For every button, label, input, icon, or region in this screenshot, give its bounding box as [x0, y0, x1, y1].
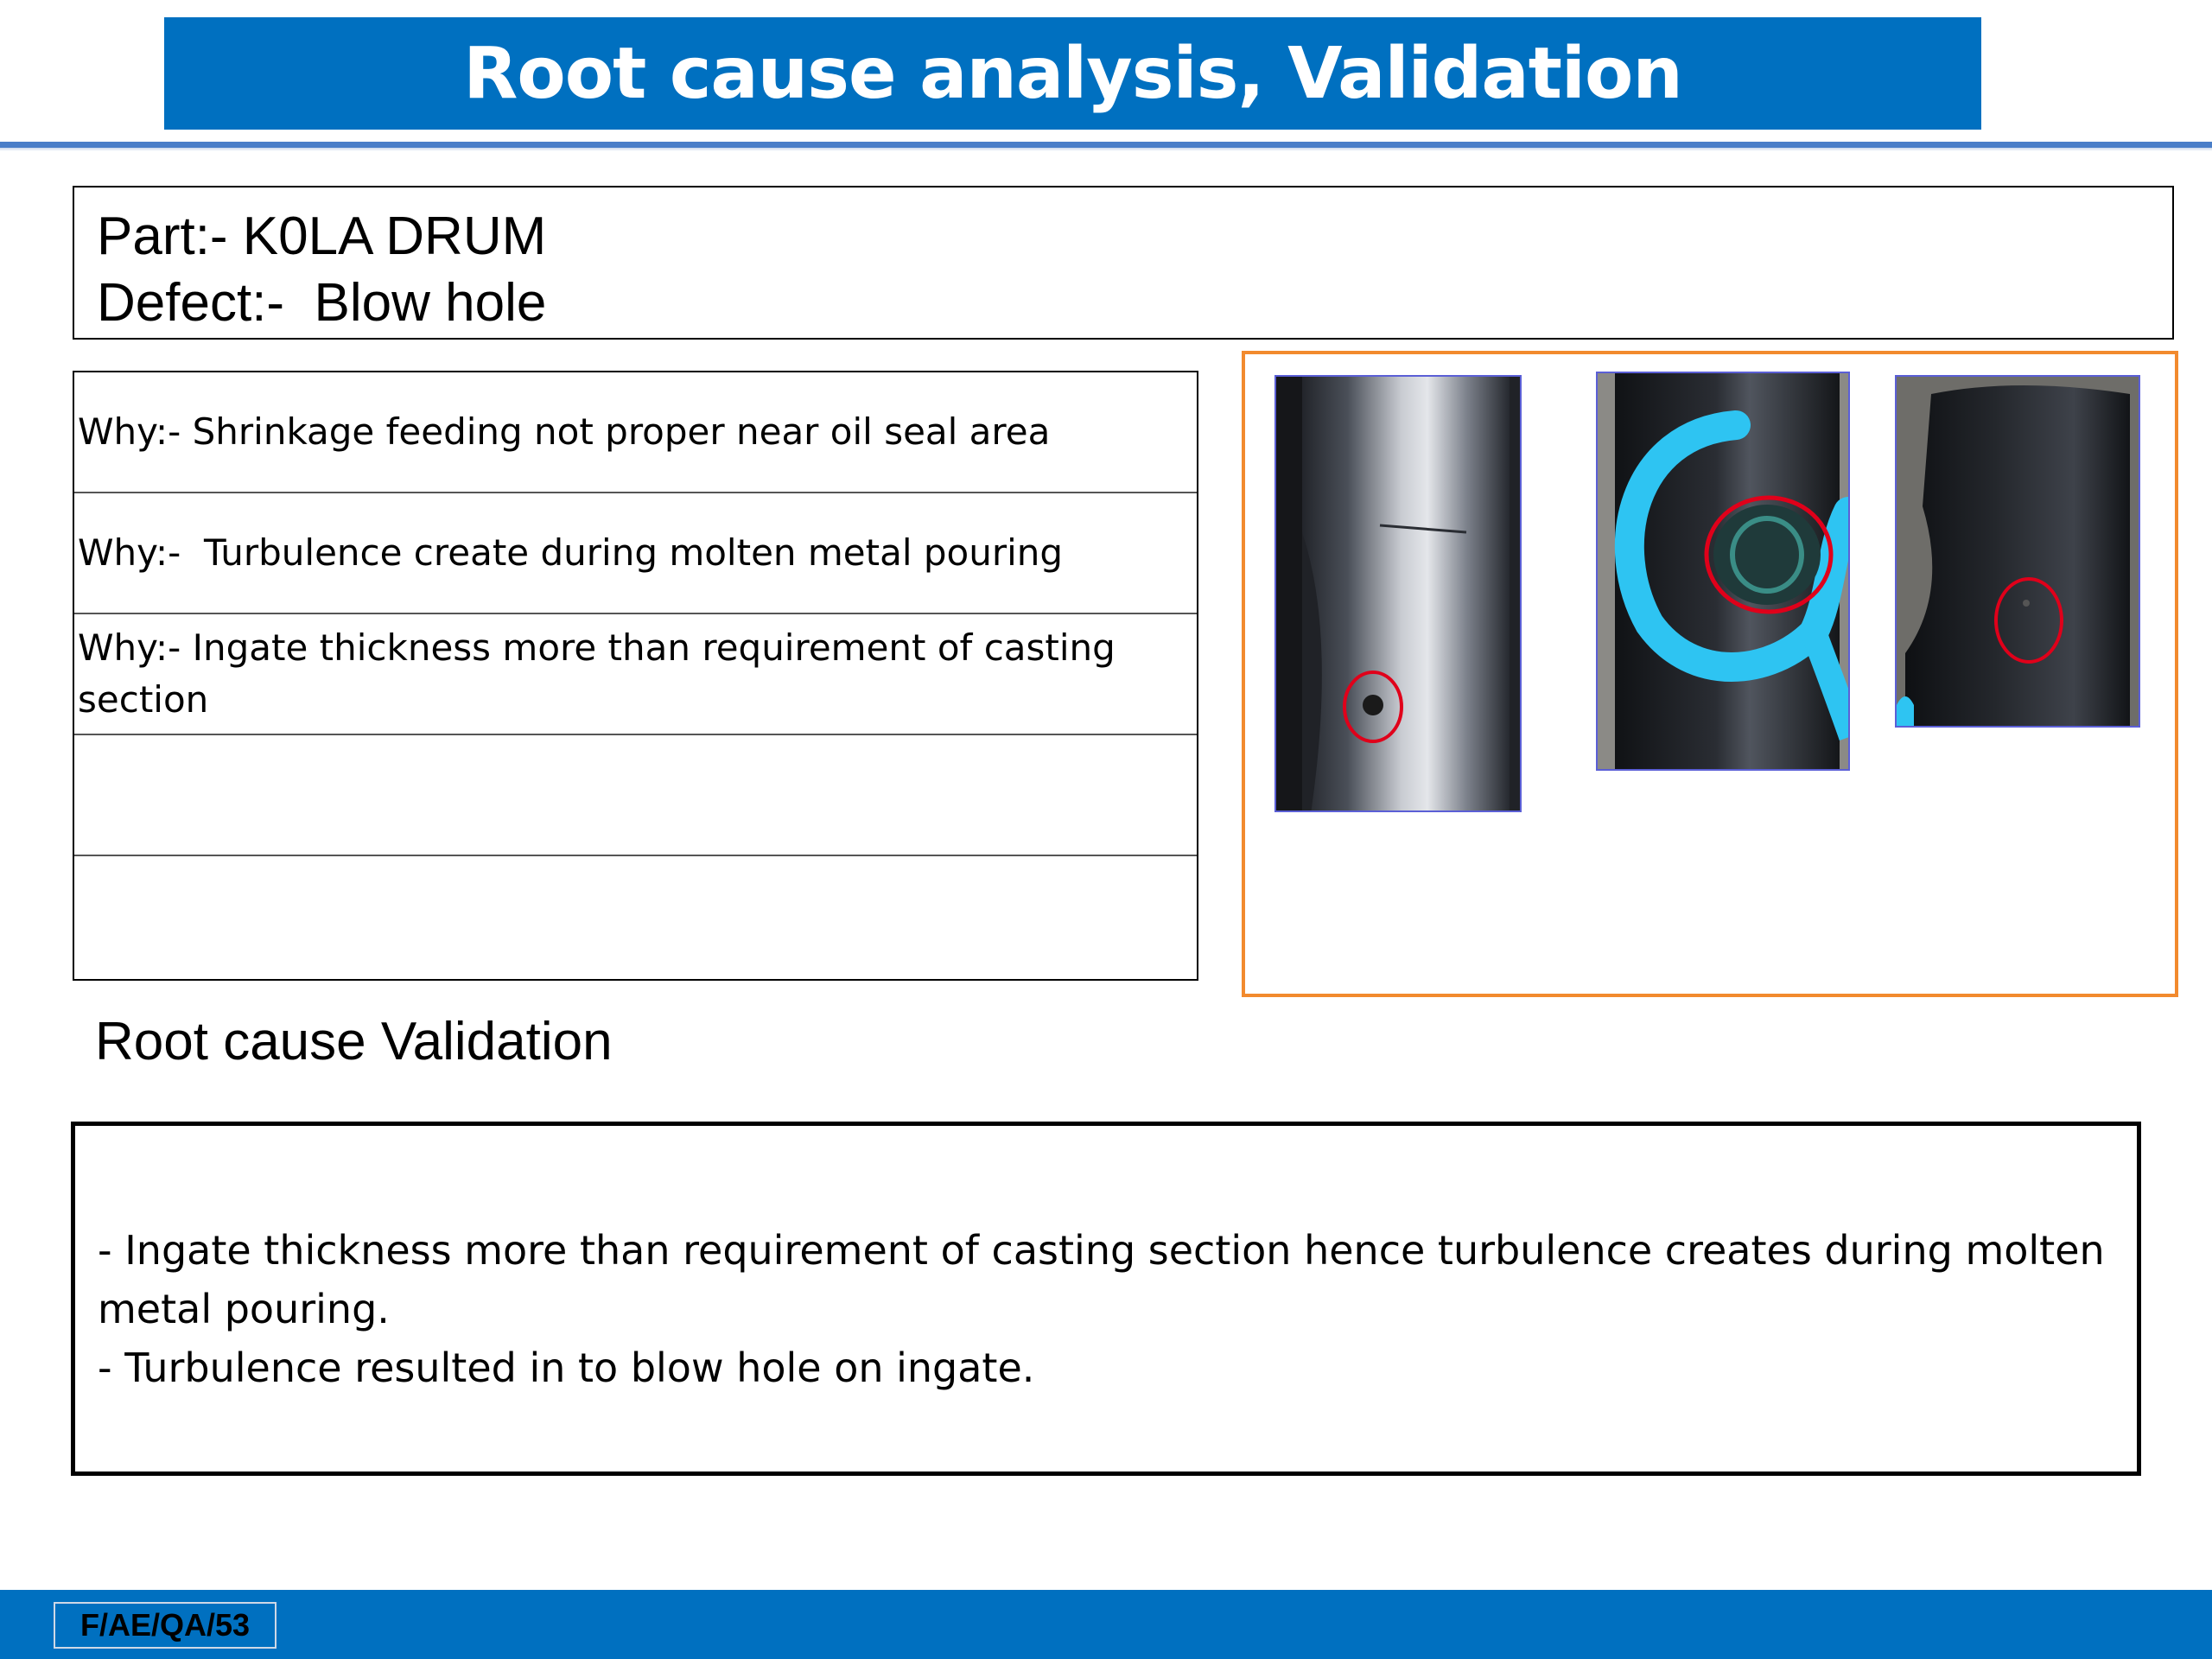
validation-box	[71, 1122, 2141, 1476]
footer-bar	[0, 1590, 2212, 1659]
why-analysis-table	[73, 371, 1198, 981]
title-divider-shadow	[0, 148, 2212, 151]
defect-label: Defect:- Blow hole	[97, 273, 547, 333]
validation-line-2: - Turbulence resulted in to blow hole on ingate.	[98, 1344, 1035, 1391]
shaft-photo-icon	[1897, 377, 2140, 728]
why-row-1: Why:- Shrinkage feeding not proper near oil seal area	[74, 372, 1197, 493]
casting-photo-3	[1895, 375, 2140, 728]
root-cause-validation-heading: Root cause Validation	[95, 1012, 613, 1071]
slide-title: Root cause analysis, Validation	[164, 17, 1981, 130]
validation-line-1: - Ingate thickness more than requirement of casting section hence turbulence creates during molten metal pouring.	[98, 1227, 2105, 1332]
shaft-photo-icon	[1276, 377, 1522, 812]
defect-photos-frame	[1242, 351, 2178, 997]
why-row-3: Why:- Ingate thickness more than requirement of casting section	[74, 614, 1197, 735]
why-row-5	[74, 856, 1197, 977]
part-defect-box	[73, 186, 2174, 340]
title-divider	[0, 142, 2212, 148]
document-code: F/AE/QA/53	[54, 1602, 276, 1649]
part-label: Part:- K0LA DRUM	[97, 207, 547, 266]
why-row-4	[74, 735, 1197, 856]
why-row-2: Why:- Turbulence create during molten metal pouring	[74, 493, 1197, 614]
casting-photo-2	[1596, 372, 1850, 771]
shaft-photo-icon	[1598, 373, 1850, 771]
casting-photo-1	[1274, 375, 1522, 812]
